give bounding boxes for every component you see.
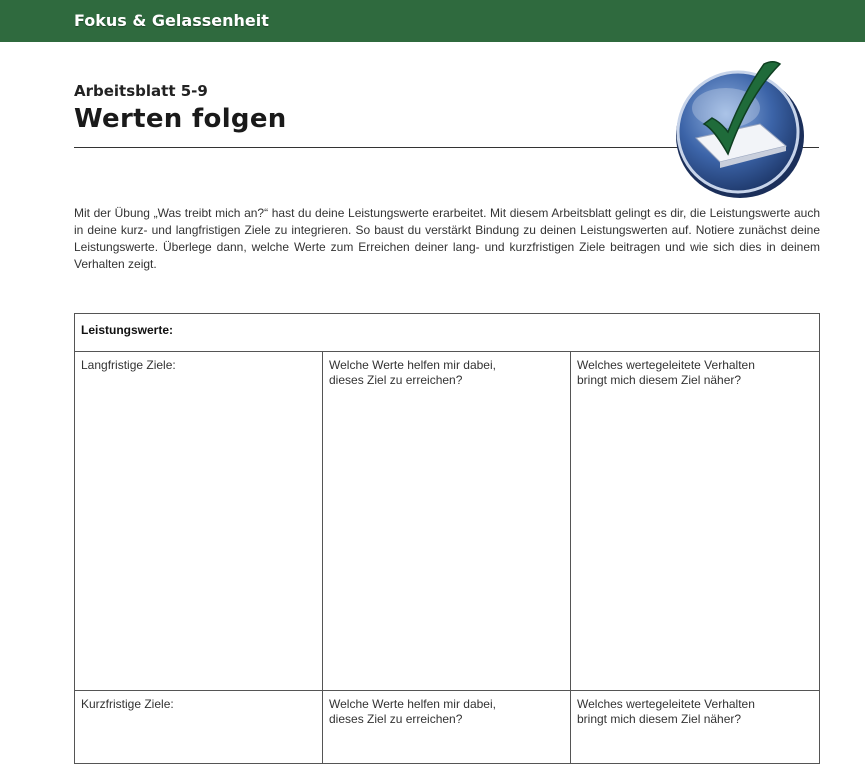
values-question-line1: Welche Werte helfen mir dabei, [329, 358, 496, 372]
behavior-question-line1: Welches wertegeleitete Verhalten [577, 358, 755, 372]
long-term-goal-cell[interactable] [75, 352, 323, 691]
intro-paragraph: Mit der Übung „Was treibt mich an?“ hast du deine Leistungswerte erarbeitet. Mit diesem Arbeitsblatt gelingt es dir, die Leistungswerte auch in deine kurz- und langfristigen Ziele zu integrieren. So baust du verstärkt Bindung zu deinen Leistungswerten auf. Notiere zunächst deine Leistungswerte. Überlege dann, welche Werte zum Erreichen deiner lang- und kurzfristigen Ziele beitragen und wie sich dies in deinem Verhalten zeigt. [74, 206, 820, 271]
checkmark-badge-icon [668, 58, 808, 200]
values-header-label: Leistungswerte: [81, 323, 174, 337]
values-header-cell[interactable] [75, 314, 820, 352]
table-row [75, 691, 820, 764]
brand-title: Fokus & Gelassenheit [74, 11, 269, 30]
goal-label: Langfristige Ziele: [81, 358, 176, 372]
top-banner [0, 0, 865, 42]
values-question-line2: dieses Ziel zu erreichen? [329, 712, 463, 726]
behavior-question-line2: bringt mich diesem Ziel näher? [577, 712, 742, 726]
table-row [75, 352, 820, 691]
page-title: Werten folgen [74, 104, 287, 134]
worksheet-number: Arbeitsblatt 5-9 [74, 82, 208, 100]
long-term-values-cell[interactable] [323, 352, 571, 691]
short-term-goal-cell[interactable] [75, 691, 323, 764]
goal-label: Kurzfristige Ziele: [81, 697, 174, 711]
behavior-question-line2: bringt mich diesem Ziel näher? [577, 373, 742, 387]
short-term-values-cell[interactable] [323, 691, 571, 764]
long-term-behavior-cell[interactable] [571, 352, 820, 691]
short-term-behavior-cell[interactable] [571, 691, 820, 764]
worksheet-table [74, 313, 820, 764]
behavior-question-line1: Welches wertegeleitete Verhalten [577, 697, 755, 711]
values-question-line2: dieses Ziel zu erreichen? [329, 373, 463, 387]
values-question-line1: Welche Werte helfen mir dabei, [329, 697, 496, 711]
